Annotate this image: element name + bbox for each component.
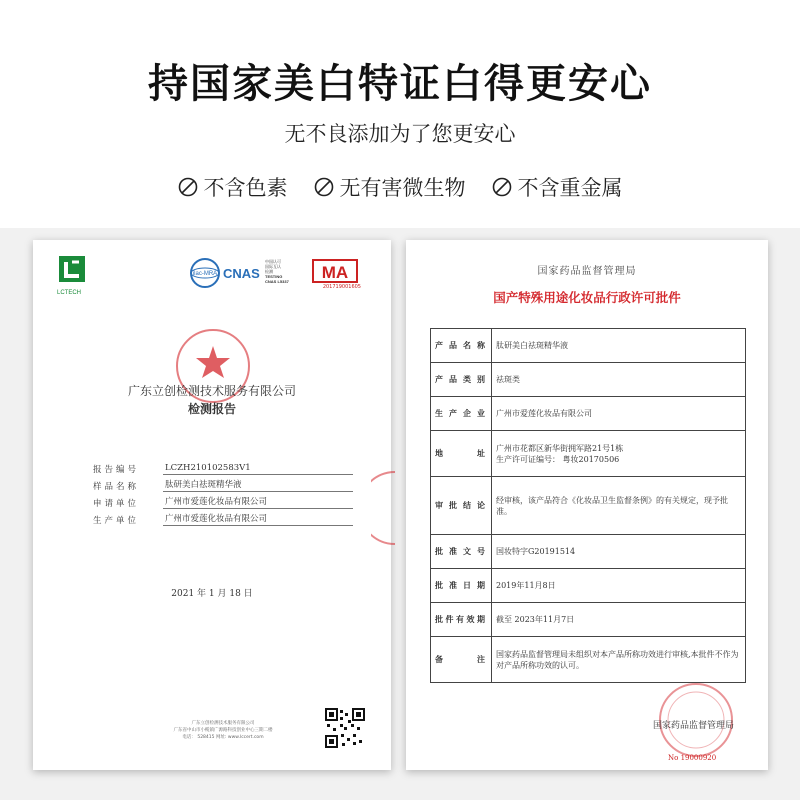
permit-row-value: 截至 2023年11月7日 <box>492 603 746 637</box>
report-row-label: 申请单位 <box>93 499 140 509</box>
permit-title: 国产特殊用途化妆品行政许可批件 <box>493 290 681 305</box>
lctech-logo-text: LCTECH <box>57 290 82 296</box>
lab-footer-line: 广东立创检测技术服务有限公司 <box>191 721 255 726</box>
permit-address: 广州市花都区新华街拥军路21号1栋 <box>496 443 624 453</box>
subline: 无不良添加为了您更安心 <box>284 122 516 146</box>
permit-row-value: 国家药品监督管理局未组织对本产品所称功效进行审核,本批件不作为对产品所称功效的认可。 <box>492 637 746 683</box>
permit-row-value: 国妆特字G20191514 <box>492 535 746 569</box>
permit-row-label: 产品名称 <box>431 329 492 363</box>
report-title: 检测报告 <box>187 402 236 416</box>
permit-row-label: 批准文号 <box>431 535 492 569</box>
ban-icon <box>178 177 198 197</box>
lab-footer-line: 电话： 528415 网址: www.lccert.com <box>182 735 264 740</box>
report-row-value: LCZH210102583V1 <box>163 463 353 475</box>
headline: 持国家美白特证白得更安心 <box>148 61 652 107</box>
claim-no-pigment <box>178 172 288 202</box>
permit-row-label: 批件有效期 <box>431 603 492 637</box>
table-row <box>431 477 746 535</box>
cnas-side-3: TESTING <box>265 274 283 279</box>
report-row-label: 样品名称 <box>93 482 140 492</box>
table-row <box>431 569 746 603</box>
lab-footer <box>123 720 323 741</box>
ilac-cnas-logo <box>189 257 299 289</box>
table-row <box>431 637 746 683</box>
table-row <box>431 535 746 569</box>
permit-row-value: 2019年11月8日 <box>492 569 746 603</box>
ilac-text: ilac-MRA <box>192 271 218 277</box>
report-info-rows <box>93 458 353 526</box>
report-row <box>93 475 353 492</box>
claim-label: 无有害微生物 <box>339 176 466 200</box>
permit-row-label: 备注 <box>431 637 492 683</box>
edge-seal-stamp <box>371 468 395 548</box>
lctech-logo <box>57 254 97 296</box>
permit-row-value <box>492 431 746 477</box>
table-row <box>431 363 746 397</box>
report-row <box>93 458 353 475</box>
permit-row-label: 产品类别 <box>431 363 492 397</box>
permit-row-label: 审批结论 <box>431 477 492 535</box>
report-row-value: 肽研美白祛斑精华液 <box>163 478 353 492</box>
claim-no-microbes <box>314 172 466 202</box>
cnas-side-1: 国际互认 <box>265 264 281 269</box>
permit-table <box>430 328 746 683</box>
permit-sheet <box>406 240 768 770</box>
table-row <box>431 329 746 363</box>
test-report-sheet <box>33 240 391 770</box>
ma-text: MA <box>321 263 349 282</box>
report-date: 2021 年 1 月 18 日 <box>171 589 253 599</box>
claim-label: 不含重金属 <box>517 176 623 200</box>
ma-number: 201719001605 <box>322 284 361 290</box>
permit-row-label: 生产企业 <box>431 397 492 431</box>
table-row <box>431 603 746 637</box>
permit-row-label: 批准日期 <box>431 569 492 603</box>
permit-license-number: 生产许可证编号： 粤妆20170506 <box>496 454 620 464</box>
claim-no-heavy-metal <box>492 172 623 202</box>
permit-row-value: 广州市爱莲化妆品有限公司 <box>492 397 746 431</box>
ban-icon <box>492 177 512 197</box>
table-row <box>431 431 746 477</box>
table-row <box>431 397 746 431</box>
permit-number: No 19000920 <box>668 754 717 762</box>
cnas-side-4: CNAS L5337 <box>265 279 289 284</box>
claims-row <box>0 172 800 202</box>
report-row-label: 报告编号 <box>93 465 140 475</box>
permit-row-value: 经审核，该产品符合《化妆品卫生监督条例》的有关规定，现予批准。 <box>492 477 746 535</box>
report-row-value: 广州市爱莲化妆品有限公司 <box>163 512 353 526</box>
permit-signature: 国家药品监督管理局 <box>652 721 734 731</box>
ban-icon <box>314 177 334 197</box>
agency-name-top: 国家药品监督管理局 <box>537 266 637 277</box>
report-row-value: 广州市爱莲化妆品有限公司 <box>163 495 353 509</box>
cnas-side-2: 检测 <box>265 269 273 274</box>
qr-code-icon <box>325 708 365 748</box>
cnas-text: CNAS <box>223 266 260 281</box>
permit-row-value: 肽研美白祛斑精华液 <box>492 329 746 363</box>
report-row <box>93 492 353 509</box>
report-row <box>93 509 353 526</box>
claim-label: 不含色素 <box>203 176 288 200</box>
report-row-label: 生产单位 <box>93 516 140 526</box>
lab-footer-line: 广东省中山市小榄镇广源路科技创业中心三期二楼 <box>173 728 273 733</box>
permit-row-label: 地址 <box>431 431 492 477</box>
lctech-logo-icon <box>57 254 91 284</box>
permit-row-value: 祛斑类 <box>492 363 746 397</box>
lab-name: 广东立创检测技术服务有限公司 <box>127 384 296 398</box>
cnas-side-0: 中国认可 <box>265 259 281 264</box>
